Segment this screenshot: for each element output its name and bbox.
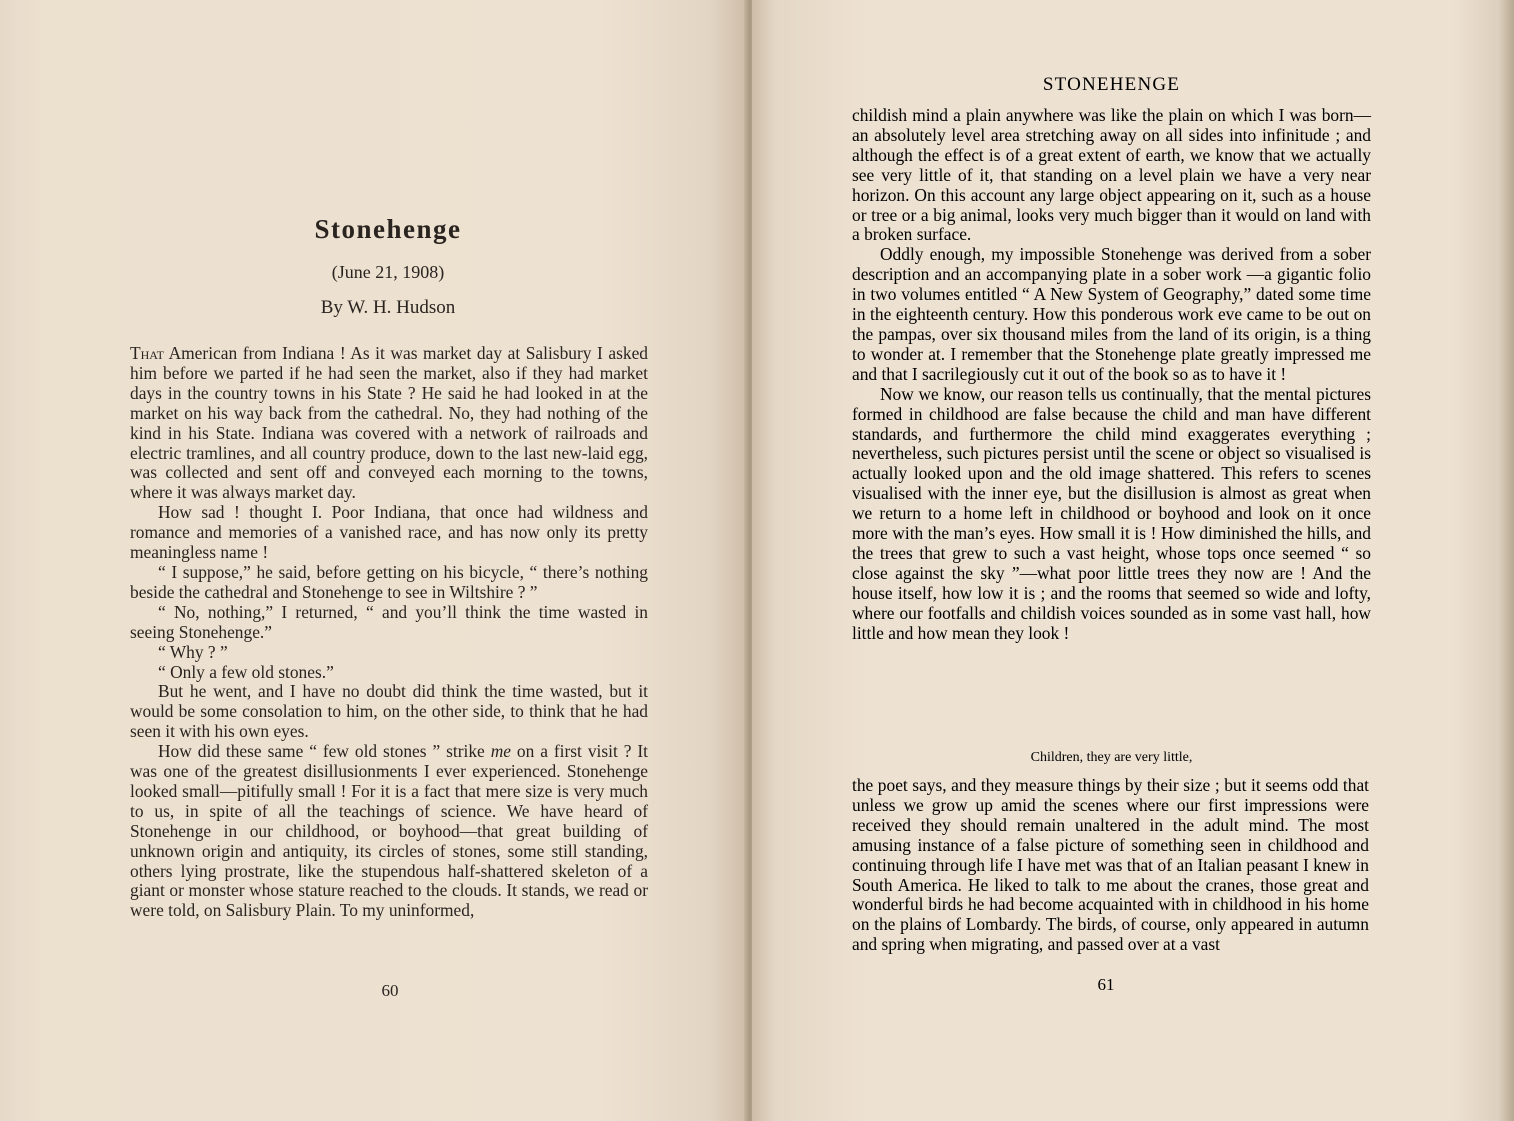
paragraph: “ No, nothing,” I returned, “ and you’ll think the time wasted in seeing Stonehenge.” bbox=[130, 601, 648, 642]
paragraph: But he went, and I have no doubt did think the time wasted, but it would be some consolation to him, on the other side, to think that he had seen it with his own eyes. bbox=[130, 681, 648, 742]
paragraph: How sad ! thought I. Poor Indiana, that once had wildness and romance and memories of a vanished race, and has now only its pretty meaningless name ! bbox=[130, 502, 648, 563]
paragraph: “ I suppose,” he said, before getting on his bicycle, “ there’s nothing beside the cathedral and Stonehenge to see in Wiltshire ? ” bbox=[130, 561, 648, 602]
paragraph: Now we know, our reason tells us continually, that the mental pictures formed in childhood are false because the child and man have different standards, and furthermore the child mind exaggerates everything ; nevertheless, such pictures persist until the scene or object so visualised is actually looked upon and the old image shattered. This refers to scenes visualised with the inner eye, but the disillusion is almost as great when we return to a home left in childhood or boyhood and look on it once more with the man’s eyes. How small it is ! How diminished the hills, and the trees that grew to such a vast height, whose tops once seemed “ so close against the sky ”—what poor little trees they now are ! And the house itself, how low it is ; and the rooms that seemed so wide and lofty, where our footfalls and childish voices sounded as in some vast hall, how little and how mean they look ! bbox=[852, 383, 1371, 643]
paragraph: “ Only a few old stones.” bbox=[158, 661, 334, 682]
running-head: STONEHENGE bbox=[1042, 74, 1181, 95]
paragraph: childish mind a plain anywhere was like the plain on which I was born—an absolutely level area stretching away on all sides into infinitude ; and although the effect is of a great extent of earth, we know that we actually see very little of it, that standing on a level plain we have a very near horizon. On this account any large object appearing on it, such as a house or tree or a big animal, looks very much bigger than it would on land with a broken surface. bbox=[852, 105, 1371, 245]
author-byline: By W. H. Hudson bbox=[320, 297, 456, 318]
opening-word: That bbox=[130, 343, 164, 363]
paragraph: the poet says, and they measure things by their size ; but it seems odd that unless we grow up amid the scenes where our first impressions were received they should remain unaltered in the adult mind. The most amusing instance of a false picture of something seen in childhood and continuing through life I have met was that of an Italian peasant I knew in South America. He liked to talk to me about the cranes, those great and wonderful birds he had become acquainted with in childhood in his home on the plains of Lombardy. The birds, of course, only appeared in autumn and spring when migrating, and passed over at a vast bbox=[852, 775, 1369, 955]
paragraph: “ Why ? ” bbox=[158, 641, 228, 662]
right-body-text bbox=[852, 106, 1371, 643]
paragraph bbox=[130, 742, 648, 921]
page-number-right: 61 bbox=[1097, 975, 1115, 994]
essay-date: (June 21, 1908) bbox=[331, 262, 445, 282]
page-number-left: 60 bbox=[381, 981, 399, 1000]
paragraph-text: American from Indiana ! As it was market day at Salisbury I asked him before we parted if he had seen the market, also if they had market days in the country towns in his State ? He said he had looked in at the market on his way back from the cathedral. No, they had nothing of the kind in his State. Indiana was covered with a network of railroads and electric tramlines, and all country produce, down to the last new-laid egg, was collected and sent off and conveyed each morning to the towns, where it was always market day. bbox=[130, 343, 648, 503]
left-page bbox=[0, 0, 748, 1121]
essay-title: Stonehenge bbox=[314, 214, 462, 244]
verse-quotation: Children, they are very little, bbox=[1030, 750, 1193, 765]
italic-word: me bbox=[490, 741, 511, 762]
right-body-text-continued bbox=[852, 776, 1369, 955]
left-body-text bbox=[130, 344, 648, 921]
paragraph-text: on a first visit ? It was one of the greatest disillusionments I ever experienced. Stonehenge looked small—pitifully small ! For it is a fact that mere size is very much to us, in spite of all the teachings of science. We have heard of Stonehenge in our childhood, or boyhood—that great building of unknown origin and antiquity, its circles of stones, some still standing, others lying prostrate, like the stupendous half-shattered skeleton of a giant or monster whose stature reached to the clouds. It stands, we read or were told, on Salisbury Plain. To my uninformed, bbox=[130, 741, 648, 921]
paragraph: Oddly enough, my impossible Stonehenge was derived from a sober description and an accompanying plate in a sober work —a gigantic folio in two volumes entitled “ A New System of Geography,” dated some time in the eighteenth century. How this ponderous work eve came to be out on the pampas, over six thousand miles from the land of its origin, is a thing to wonder at. I remember that the Stonehenge plate greatly impressed me and that I sacrilegiously cut it out of the book so as to have it ! bbox=[852, 244, 1371, 384]
paragraph bbox=[130, 344, 648, 503]
paragraph-text: How did these same “ few old stones ” strike bbox=[158, 741, 491, 762]
